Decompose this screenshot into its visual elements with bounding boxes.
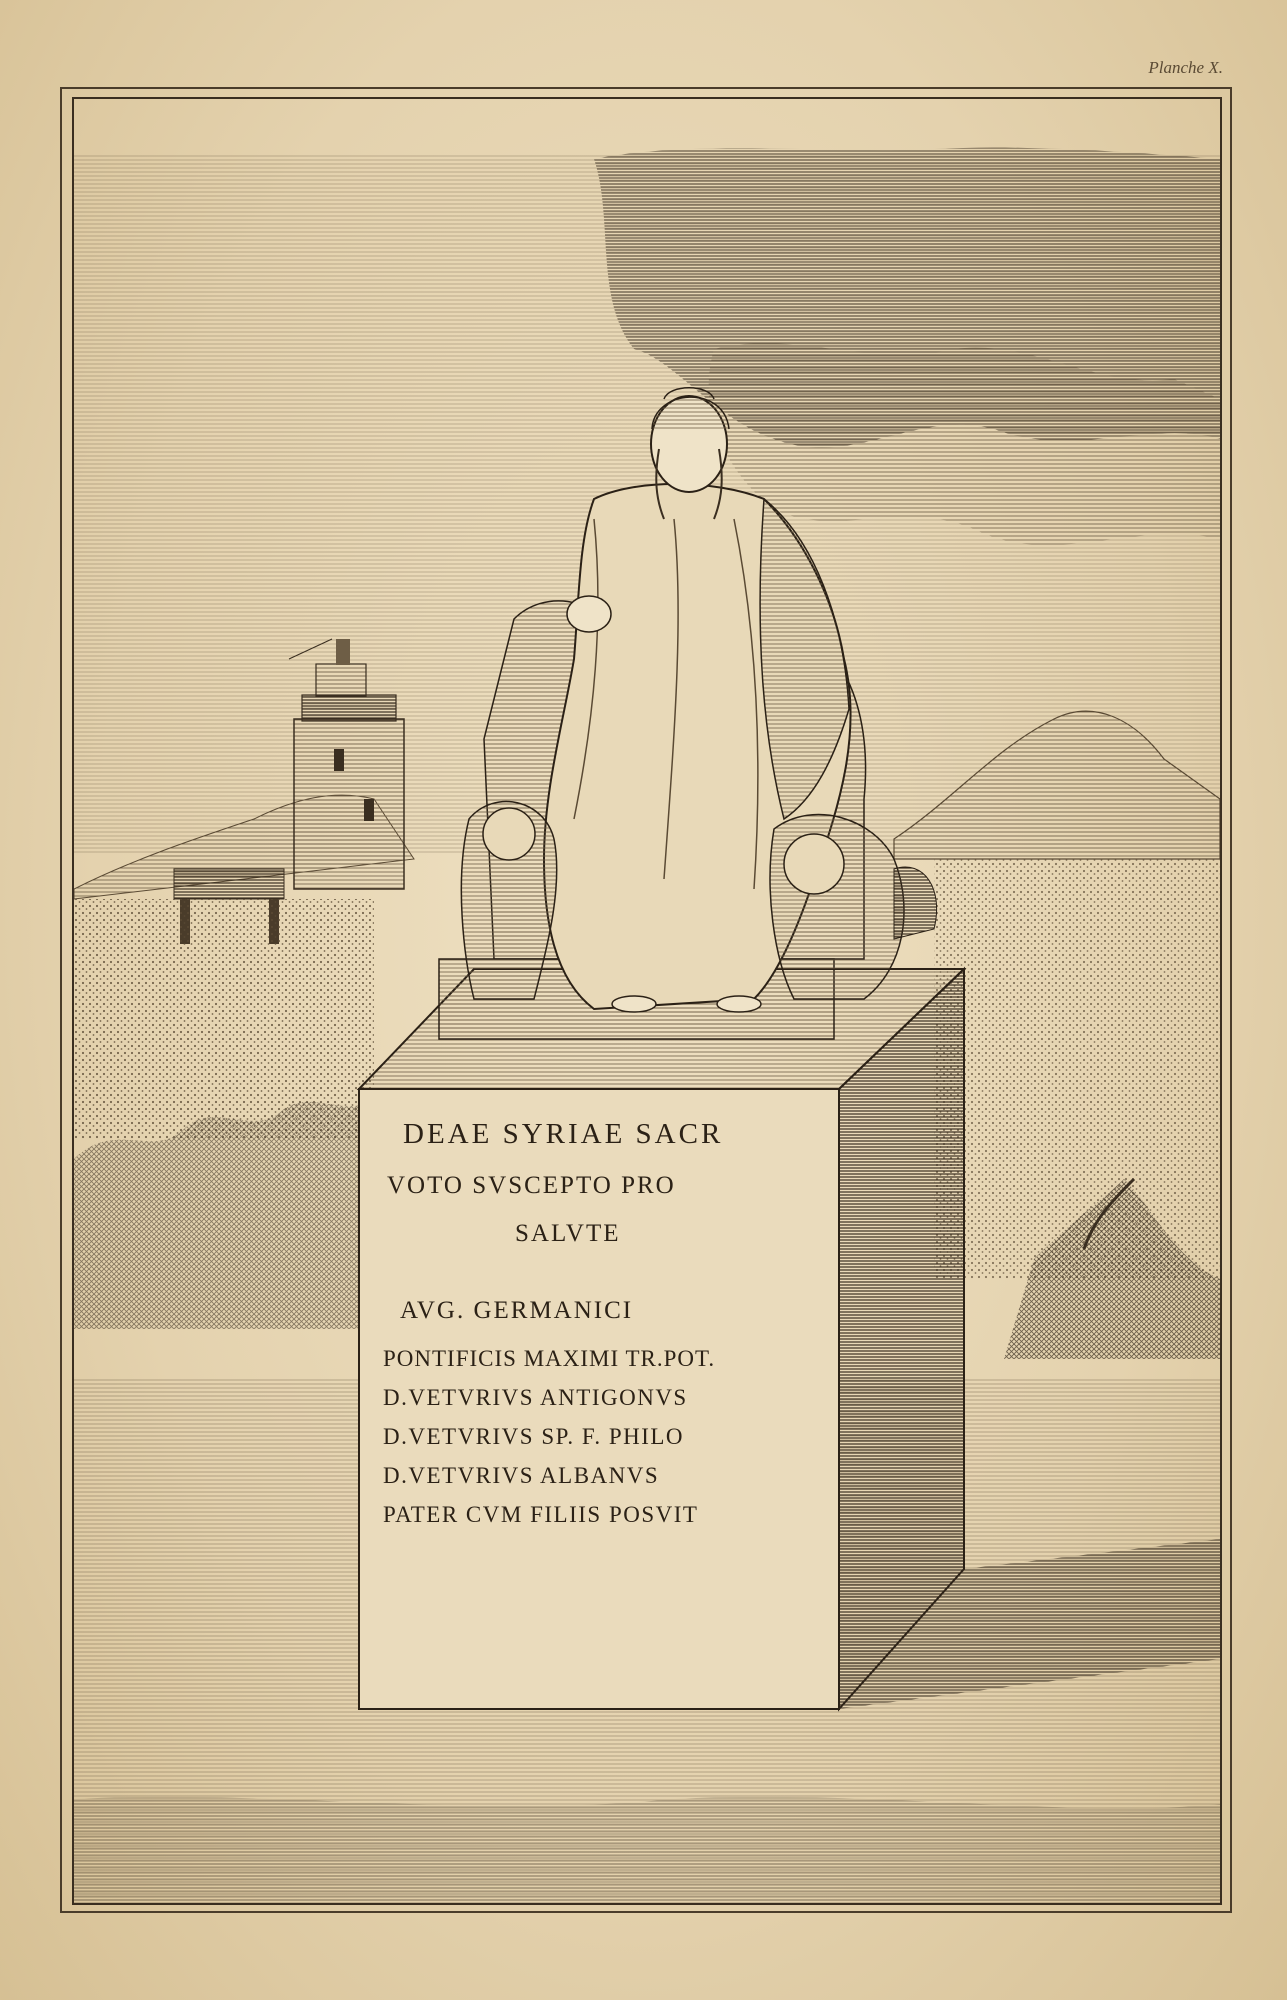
field-right [934,859,1220,1279]
plate-label: Planche X. [1148,58,1223,77]
inscription-line: D.VETVRIVS ALBANVS [383,1463,660,1488]
inscription-line: PONTIFICIS MAXIMI TR.POT. [383,1346,716,1371]
inscription-line: D.VETVRIVS SP. F. PHILO [383,1424,685,1449]
inscription-line: PATER CVM FILIIS POSVIT [383,1502,699,1527]
inscription-line: AVG. GERMANICI [400,1297,634,1324]
inscription-line: DEAE SYRIAE SACR [403,1118,724,1150]
pedestal-inscription [365,1110,835,1650]
inscription-line: VOTO SVSCEPTO PRO [387,1172,676,1199]
inscription-line: D.VETVRIVS ANTIGONVS [383,1385,688,1410]
inscription-line: SALVTE [515,1220,621,1247]
field-left [74,899,374,1139]
